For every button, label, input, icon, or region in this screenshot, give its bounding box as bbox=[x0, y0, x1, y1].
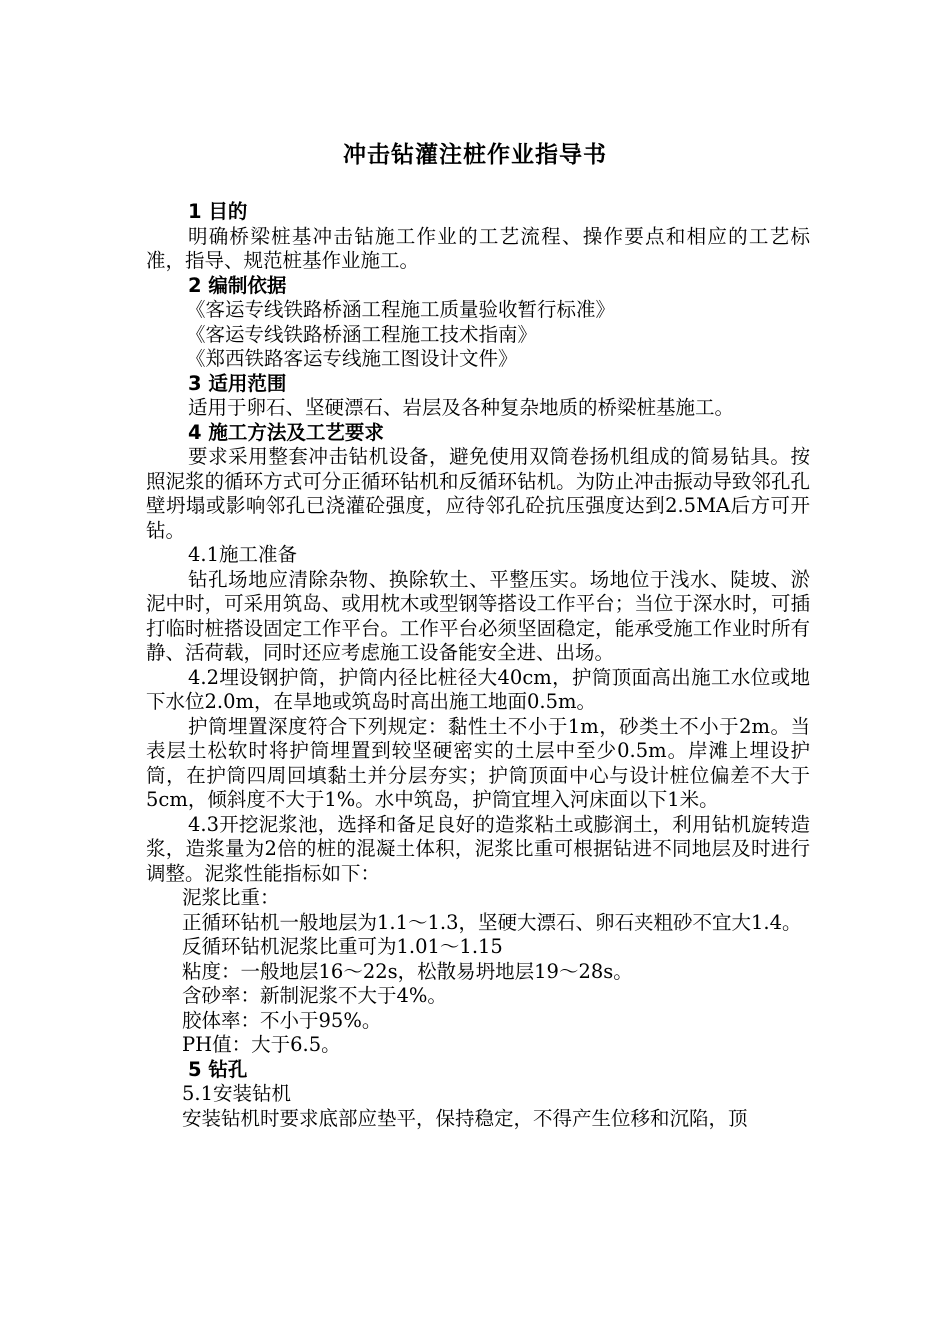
section-heading-5: 5 钻孔 bbox=[188, 1057, 248, 1081]
mud-spec-item: PH值：大于6.5。 bbox=[182, 1033, 341, 1056]
subsection-4-3-paragraph: 4.3开挖泥浆池，选择和备足良好的造浆粘土或膨润土，利用钻机旋转造浆，造浆量为2倍的桩的混凝土体积，泥浆比重可根据钻进不同地层及时进行调整。泥浆性能指标如下： bbox=[146, 812, 810, 885]
section-3-paragraph: 适用于卵石、坚硬漂石、岩层及各种复杂地质的桥梁桩基施工。 bbox=[188, 396, 735, 419]
subsection-4-2-paragraph-2: 护筒埋置深度符合下列规定：黏性土不小于1m，砂类土不小于2m。当表层土松软时将护筒埋置到较坚硬密实的土层中至少0.5m。岸滩上埋设护筒，在护筒四周回填黏土并分层夯实；护筒顶面中心与设计桩位偏差不大于5cm，倾斜度不大于1%。水中筑岛，护筒宜埋入河床面以下1米。 bbox=[146, 714, 810, 811]
section-heading-1: 1 目的 bbox=[188, 200, 248, 223]
subsection-4-2-paragraph: 4.2埋设钢护筒，护筒内径比桩径大40cm，护筒顶面高出施工水位或地下水位2.0m，在旱地或筑岛时高出施工地面0.5m。 bbox=[146, 665, 810, 713]
subsection-5-1-paragraph: 安装钻机时要求底部应垫平，保持稳定，不得产生位移和沉陷，顶 bbox=[182, 1106, 748, 1130]
subsection-heading-4-1: 4.1施工准备 bbox=[188, 543, 298, 566]
mud-spec-item: 粘度：一般地层16～22s，松散易坍地层19～28s。 bbox=[182, 959, 633, 983]
mud-spec-item: 泥浆比重： bbox=[182, 886, 280, 909]
section-heading-2: 2 编制依据 bbox=[188, 273, 287, 297]
mud-spec-item: 胶体率：不小于95%。 bbox=[182, 1008, 382, 1032]
mud-spec-item: 反循环钻机泥浆比重可为1.01～1.15 bbox=[182, 935, 503, 958]
document-body bbox=[146, 200, 810, 1131]
section-heading-3: 3 适用范围 bbox=[188, 371, 287, 395]
reference-item: 《郑西铁路客运专线施工图设计文件》 bbox=[186, 347, 518, 370]
section-1-paragraph: 明确桥梁桩基冲击钻施工作业的工艺流程、操作要点和相应的工艺标准，指导、规范桩基作业施工。 bbox=[146, 224, 810, 272]
section-4-paragraph: 要求采用整套冲击钻机设备，避免使用双筒卷扬机组成的简易钻具。按照泥浆的循环方式可分正循环钻机和反循环钻机。为防止冲击振动导致邻孔孔壁坍塌或影响邻孔已浇灌砼强度，应待邻孔砼抗压强度达到2.5MA后方可开钻。 bbox=[146, 445, 810, 542]
reference-item: 《客运专线铁路桥涵工程施工质量验收暂行标准》 bbox=[186, 298, 616, 321]
section-heading-4: 4 施工方法及工艺要求 bbox=[188, 420, 384, 444]
mud-spec-item: 含砂率：新制泥浆不大于4%。 bbox=[182, 984, 447, 1007]
mud-spec-item: 正循环钻机一般地层为1.1～1.3，坚硬大漂石、卵石夹粗砂不宜大1.4。 bbox=[182, 910, 802, 934]
document-title: 冲击钻灌注桩作业指导书 bbox=[343, 142, 607, 168]
subsection-4-1-paragraph: 钻孔场地应清除杂物、换除软土、平整压实。场地位于浅水、陡坡、淤泥中时，可采用筑岛、或用枕木或型钢等搭设工作平台；当位于深水时，可插打临时桩搭设固定工作平台。工作平台必须坚固稳定，能承受施工作业时所有静、活荷载，同时还应考虑施工设备能安全进、出场。 bbox=[146, 567, 810, 664]
reference-item: 《客运专线铁路桥涵工程施工技术指南》 bbox=[186, 322, 538, 346]
subsection-heading-5-1: 5.1安装钻机 bbox=[182, 1082, 292, 1105]
